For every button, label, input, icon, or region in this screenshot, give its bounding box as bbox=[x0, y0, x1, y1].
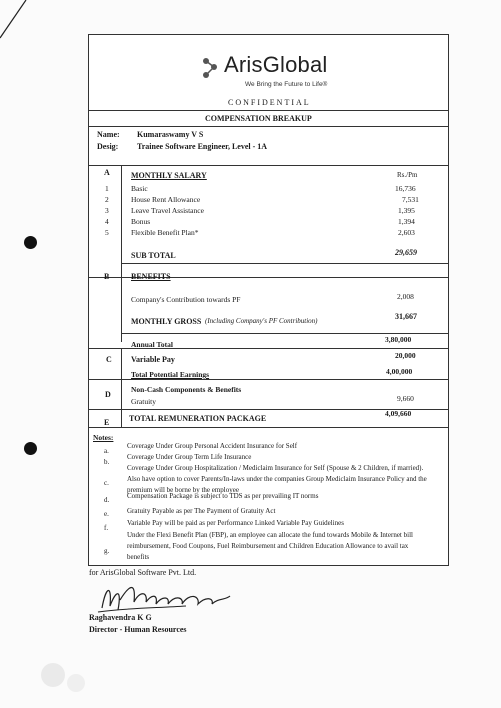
divider bbox=[88, 126, 448, 127]
note-text: Coverage Under Group Personal Accident Insurance for Self bbox=[127, 442, 298, 450]
pf-contribution-value: 2,008 bbox=[397, 292, 414, 301]
pf-contribution-label: Company's Contribution towards PF bbox=[131, 295, 241, 304]
section-b-title: BENEFITS bbox=[131, 272, 171, 281]
total-remuneration-value: 4,09,660 bbox=[385, 409, 412, 418]
monthly-gross-note: (Including Company's PF Contribution) bbox=[205, 317, 318, 325]
divider bbox=[88, 165, 448, 166]
salary-item-number: 1 bbox=[105, 184, 109, 193]
divider bbox=[88, 110, 448, 111]
salary-item-number: 4 bbox=[105, 217, 109, 226]
non-cash-title: Non-Cash Components & Benefits bbox=[131, 385, 242, 394]
note-text: Variable Pay will be paid as per Performance Linked Variable Pay Guidelines bbox=[127, 519, 344, 527]
section-a-title: MONTHLY SALARY bbox=[131, 171, 207, 180]
gratuity-value: 9,660 bbox=[397, 394, 414, 403]
salary-item-value: 1,395 bbox=[398, 206, 415, 215]
note-key: f. bbox=[104, 524, 109, 532]
salary-item-number: 5 bbox=[105, 228, 109, 237]
subtotal-label: SUB TOTAL bbox=[131, 251, 176, 260]
salary-item-label: Leave Travel Assistance bbox=[131, 206, 204, 215]
section-b-letter: B bbox=[104, 272, 110, 281]
salary-item-label: Bonus bbox=[131, 217, 151, 226]
note-text: Coverage Under Group Hospitalization / Mediclaim Insurance for Self (Spouse & 2 Children, if married). bbox=[127, 464, 424, 472]
monthly-gross-value: 31,667 bbox=[395, 312, 417, 321]
note-key: d. bbox=[104, 496, 110, 504]
name-label: Name: bbox=[97, 130, 120, 139]
column-divider bbox=[121, 348, 122, 380]
total-potential-value: 4,00,000 bbox=[386, 367, 413, 376]
signatory-company-line: for ArisGlobal Software Pvt. Ltd. bbox=[89, 568, 197, 577]
punch-hole-bottom bbox=[24, 442, 37, 455]
note-text: benefits bbox=[127, 553, 150, 561]
section-d-letter: D bbox=[105, 390, 111, 399]
salary-item-label: House Rent Allowance bbox=[131, 195, 201, 204]
subtotal-value: 29,659 bbox=[395, 248, 417, 257]
divider bbox=[88, 348, 448, 349]
employee-designation: Trainee Software Engineer, Level - 1A bbox=[137, 142, 268, 151]
page-fold-mark bbox=[0, 0, 28, 40]
note-key: b. bbox=[104, 458, 110, 466]
column-divider bbox=[121, 267, 122, 342]
divider bbox=[121, 333, 448, 334]
designation-label: Desig: bbox=[97, 142, 119, 151]
arisglobal-logo-icon bbox=[200, 56, 220, 82]
total-potential-label: Total Potential Earnings bbox=[131, 370, 210, 379]
note-text: Coverage Under Group Term Life Insurance bbox=[127, 453, 252, 461]
total-remuneration-label: TOTAL REMUNERATION PACKAGE bbox=[129, 414, 267, 423]
handwritten-signature bbox=[96, 578, 236, 618]
variable-pay-label: Variable Pay bbox=[131, 355, 175, 364]
company-logo bbox=[200, 52, 350, 94]
note-key: e. bbox=[104, 510, 109, 518]
divider bbox=[121, 263, 448, 264]
salary-item-value: 2,603 bbox=[398, 228, 415, 237]
note-key: g. bbox=[104, 547, 110, 555]
signatory-title: Director - Human Resources bbox=[89, 625, 187, 634]
notes-heading: Notes: bbox=[93, 433, 114, 442]
faint-stamp-mark bbox=[28, 655, 98, 700]
divider bbox=[88, 379, 448, 380]
section-c-letter: C bbox=[106, 355, 112, 364]
punch-hole-top bbox=[24, 236, 37, 249]
monthly-gross-label: MONTHLY GROSS bbox=[131, 317, 202, 326]
column-divider bbox=[121, 379, 122, 427]
note-text: Under the Flexi Benefit Plan (FBP), an employee can allocate the fund towards Mobile & Internet bill bbox=[127, 531, 413, 539]
company-tagline: We Bring the Future to Life® bbox=[245, 81, 328, 88]
salary-item-value: 16,736 bbox=[395, 184, 416, 193]
note-text: Also have option to cover Parents/In-laws under the companies Group Mediclaim Insurance Policy and the bbox=[127, 475, 427, 483]
note-text: Compensation Package is subject to TDS as per prevailing IT norms bbox=[127, 492, 319, 500]
annual-total-value: 3,80,000 bbox=[385, 335, 412, 344]
section-a-unit: Rs./Pm bbox=[397, 171, 418, 179]
employee-name: Kumaraswamy V S bbox=[137, 130, 204, 139]
note-text: Gratuity Payable as per The Payment of Gratuity Act bbox=[127, 507, 276, 515]
document-title: COMPENSATION BREAKUP bbox=[205, 114, 312, 123]
salary-item-label: Flexible Benefit Plan* bbox=[131, 228, 199, 237]
signatory-name: Raghavendra K G bbox=[89, 613, 152, 622]
note-text: premium will be borne by the employee bbox=[127, 486, 239, 494]
section-e-letter: E bbox=[104, 418, 110, 427]
variable-pay-value: 20,000 bbox=[395, 351, 416, 360]
salary-item-number: 2 bbox=[105, 195, 109, 204]
confidential-label: CONFIDENTIAL bbox=[228, 98, 311, 107]
company-name: ArisGlobal bbox=[224, 52, 328, 77]
section-a-letter: A bbox=[104, 168, 110, 177]
salary-item-label: Basic bbox=[131, 184, 148, 193]
salary-item-value: 7,531 bbox=[402, 195, 419, 204]
salary-item-number: 3 bbox=[105, 206, 109, 215]
divider bbox=[88, 427, 448, 428]
note-text: reimbursement, Food Coupons, Fuel Reimbursement and Children Education Allowance to avail tax bbox=[127, 542, 409, 550]
note-key: c. bbox=[104, 479, 109, 487]
salary-item-value: 1,394 bbox=[398, 217, 415, 226]
column-divider bbox=[121, 165, 122, 277]
gratuity-label: Gratuity bbox=[131, 397, 156, 406]
annual-total-label: Annual Total bbox=[131, 340, 173, 349]
note-key: a. bbox=[104, 447, 109, 455]
